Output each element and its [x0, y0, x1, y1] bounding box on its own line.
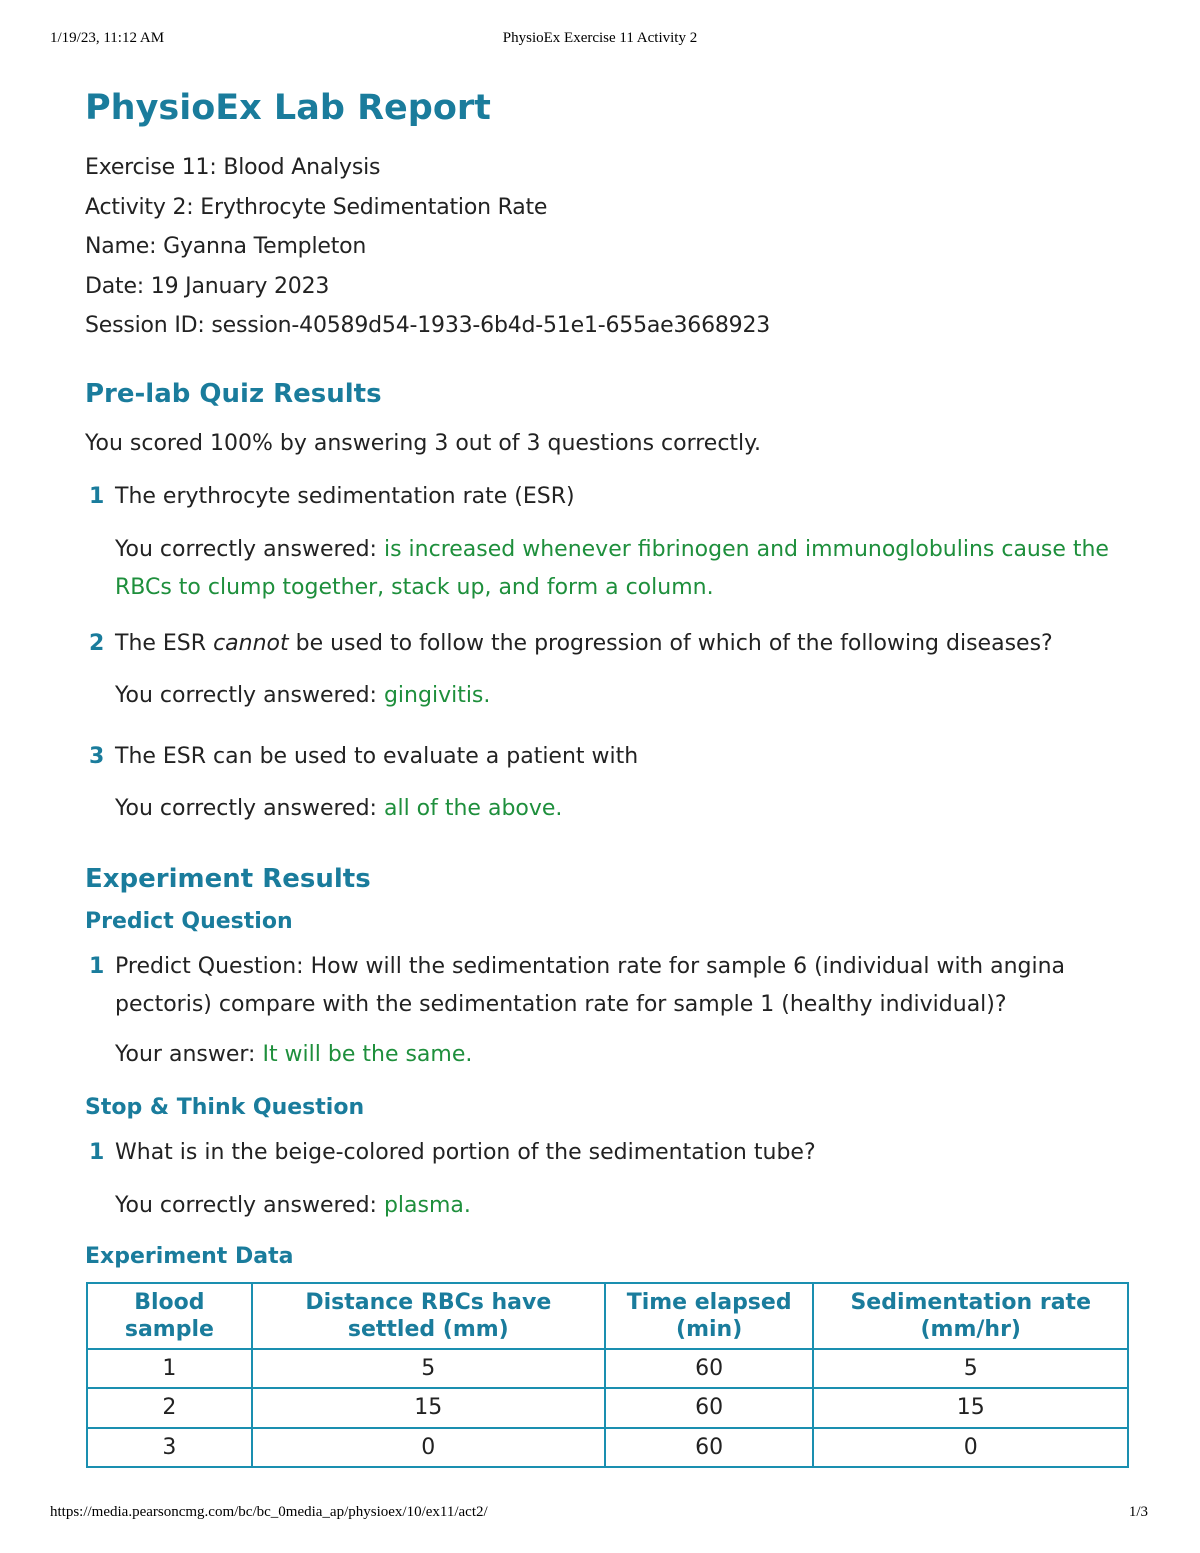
table-cell: 60 — [605, 1349, 814, 1389]
meta-activity: Activity 2: Erythrocyte Sedimentation Rate — [85, 194, 548, 220]
predict-heading: Predict Question — [85, 908, 293, 934]
table-cell: 3 — [87, 1428, 252, 1468]
experiment-data-table — [86, 1282, 1129, 1469]
print-doc-title: PhysioEx Exercise 11 Activity 2 — [502, 30, 698, 46]
question-number: 1 — [89, 953, 105, 979]
question-number: 2 — [89, 630, 105, 656]
answer-prefix: You correctly answered: — [115, 536, 377, 562]
predict-question — [85, 948, 1130, 1024]
question-text: The ESR can be used to evaluate a patient with — [115, 743, 639, 769]
print-footer — [0, 1504, 1200, 1524]
predict-answer — [85, 1036, 1130, 1074]
question-text-before: The ESR — [115, 630, 214, 656]
table-cell: 15 — [252, 1388, 605, 1428]
answer-text: all of the above. — [383, 795, 563, 821]
prelab-score: You scored 100% by answering 3 out of 3 questions correctly. — [85, 430, 762, 456]
report-meta — [85, 148, 1130, 346]
table-row — [87, 1388, 1128, 1428]
question-text-after: be used to follow the progression of which of the following diseases? — [288, 630, 1053, 656]
question-text-italic: cannot — [213, 630, 289, 656]
question-text: What is in the beige-colored portion of the sedimentation tube? — [115, 1139, 816, 1165]
prelab-answer-3 — [85, 790, 1130, 828]
answer-prefix: You correctly answered: — [115, 682, 377, 708]
answer-prefix: Your answer: — [115, 1041, 256, 1067]
table-cell: 60 — [605, 1388, 814, 1428]
prelab-answer-2 — [85, 677, 1130, 715]
lab-report — [85, 80, 1130, 1468]
answer-prefix: You correctly answered: — [115, 1192, 377, 1218]
question-number: 1 — [89, 483, 105, 509]
table-cell: 0 — [252, 1428, 605, 1468]
table-row — [87, 1349, 1128, 1389]
experiment-data-heading: Experiment Data — [85, 1243, 294, 1269]
prelab-question-2 — [85, 625, 1130, 663]
question-number: 1 — [89, 1139, 105, 1165]
answer-text: is increased whenever fibrinogen and immunoglobulins cause the RBCs to clump together, stack up, and form a column. — [115, 536, 1109, 600]
table-cell: 5 — [252, 1349, 605, 1389]
column-header-blood-sample: Blood sample — [87, 1283, 252, 1349]
column-header-rate: Sedimentation rate (mm/hr) — [813, 1283, 1128, 1349]
table-cell: 5 — [813, 1349, 1128, 1389]
answer-text: It will be the same. — [262, 1041, 473, 1067]
table-cell: 60 — [605, 1428, 814, 1468]
table-header-row — [87, 1283, 1128, 1349]
print-datetime: 1/19/23, 11:12 AM — [50, 30, 165, 46]
prelab-question-3 — [85, 738, 1130, 776]
meta-name: Name: Gyanna Templeton — [85, 234, 367, 259]
print-header — [0, 30, 1200, 50]
stop-think-question — [85, 1134, 1130, 1172]
answer-prefix: You correctly answered: — [115, 795, 377, 821]
question-text: The erythrocyte sedimentation rate (ESR) — [115, 483, 575, 509]
stop-think-heading: Stop & Think Question — [85, 1094, 365, 1120]
prelab-heading: Pre-lab Quiz Results — [85, 378, 382, 409]
print-page-number: 1/3 — [1128, 1504, 1148, 1520]
stop-think-answer — [85, 1187, 1130, 1225]
prelab-answer-1 — [85, 531, 1130, 607]
answer-text: gingivitis. — [383, 682, 491, 708]
question-text: Predict Question: How will the sedimentation rate for sample 6 (individual with angina pectoris) compare with the sedimentation rate for sample 1 (healthy individual)? — [115, 953, 1066, 1017]
table-cell: 15 — [813, 1388, 1128, 1428]
experiment-heading: Experiment Results — [85, 863, 371, 894]
column-header-time: Time elapsed (min) — [605, 1283, 814, 1349]
meta-exercise: Exercise 11: Blood Analysis — [85, 155, 381, 180]
prelab-question-1 — [85, 478, 1130, 516]
table-row — [87, 1428, 1128, 1468]
print-url: https://media.pearsoncmg.com/bc/bc_0media_ap/physioex/10/ex11/act2/ — [50, 1504, 488, 1520]
report-title: PhysioEx Lab Report — [85, 88, 491, 128]
meta-session-id: Session ID: session-40589d54-1933-6b4d-51e1-655ae3668923 — [85, 313, 771, 338]
table-cell: 0 — [813, 1428, 1128, 1468]
table-cell: 1 — [87, 1349, 252, 1389]
column-header-distance: Distance RBCs have settled (mm) — [252, 1283, 605, 1349]
question-number: 3 — [89, 743, 105, 769]
meta-date: Date: 19 January 2023 — [85, 273, 330, 299]
table-cell: 2 — [87, 1388, 252, 1428]
answer-text: plasma. — [383, 1192, 471, 1218]
